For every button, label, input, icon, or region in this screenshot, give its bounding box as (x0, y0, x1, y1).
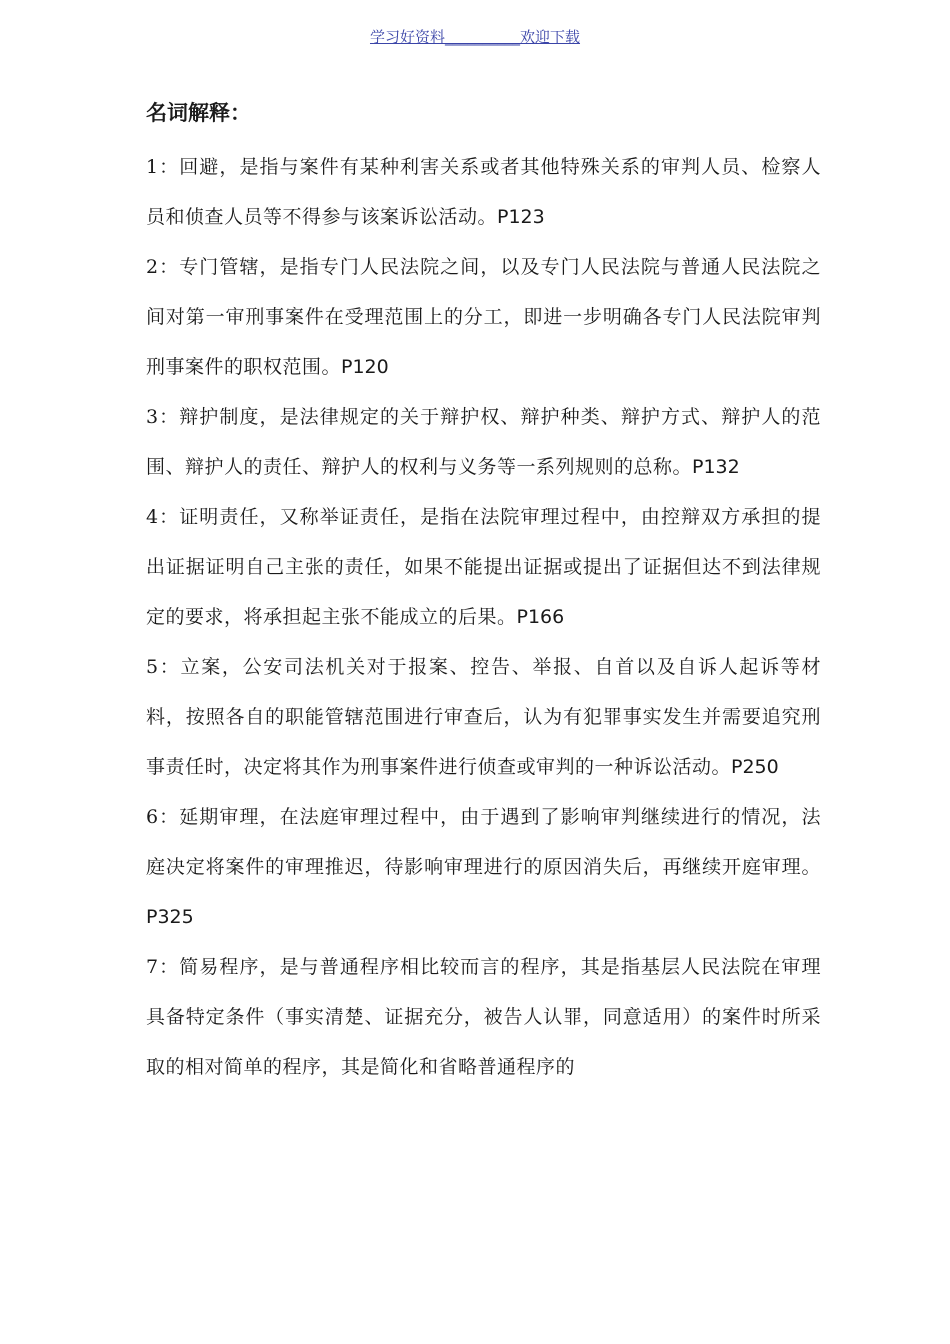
term-entry-5 (146, 642, 821, 792)
header-separator: __________ (445, 28, 520, 46)
term-entry-1 (146, 142, 821, 242)
entry-text: 1：回避，是指与案件有某种利害关系或者其他特殊关系的审判人员、检察人员和侦查人员等不得参与该案诉讼活动。 (146, 156, 821, 228)
page-reference: P123 (497, 206, 545, 228)
page-reference: P132 (692, 456, 740, 478)
term-entry-2 (146, 242, 821, 392)
entry-text: 2：专门管辖，是指专门人民法院之间，以及专门人民法院与普通人民法院之间对第一审刑事案件在受理范围上的分工，即进一步明确各专门人民法院审判刑事案件的职权范围。 (146, 256, 821, 378)
page-reference: P250 (731, 756, 779, 778)
term-entry-6 (146, 792, 821, 942)
entry-text: 4：证明责任，又称举证责任，是指在法院审理过程中，由控辩双方承担的提出证据证明自己主张的责任，如果不能提出证据或提出了证据但达不到法律规定的要求，将承担起主张不能成立的后果。 (146, 506, 821, 628)
header-left-text: 学习好资料 (369, 28, 445, 46)
entry-text: 7：简易程序，是与普通程序相比较而言的程序，其是指基层人民法院在审理具备特定条件（事实清楚、证据充分，被告人认罪，同意适用）的案件时所采取的相对简单的程序，其是简化和省略普通程序的 (146, 956, 821, 1078)
page-header (0, 26, 950, 47)
page-reference: P325 (146, 906, 194, 928)
header-right-text: 欢迎下载 (520, 28, 581, 46)
entry-text: 3：辩护制度，是法律规定的关于辩护权、辩护种类、辩护方式、辩护人的范围、辩护人的责任、辩护人的权利与义务等一系列规则的总称。 (146, 406, 821, 478)
page-reference: P120 (341, 356, 389, 378)
entry-text: 6：延期审理，在法庭审理过程中，由于遇到了影响审判继续进行的情况，法庭决定将案件的审理推迟，待影响审理进行的原因消失后，再继续开庭审理。 (146, 806, 821, 878)
page-reference: P166 (516, 606, 565, 628)
document-body (146, 98, 821, 1092)
term-entry-4 (146, 492, 821, 642)
entry-text: 5：立案，公安司法机关对于报案、控告、举报、自首以及自诉人起诉等材料，按照各自的职能管辖范围进行审查后，认为有犯罪事实发生并需要追究刑事责任时，决定将其作为刑事案件进行侦查或审判的一种诉讼活动。 (146, 656, 821, 778)
section-title: 名词解释： (146, 101, 251, 125)
term-entry-7 (146, 942, 821, 1092)
term-entry-3 (146, 392, 821, 492)
